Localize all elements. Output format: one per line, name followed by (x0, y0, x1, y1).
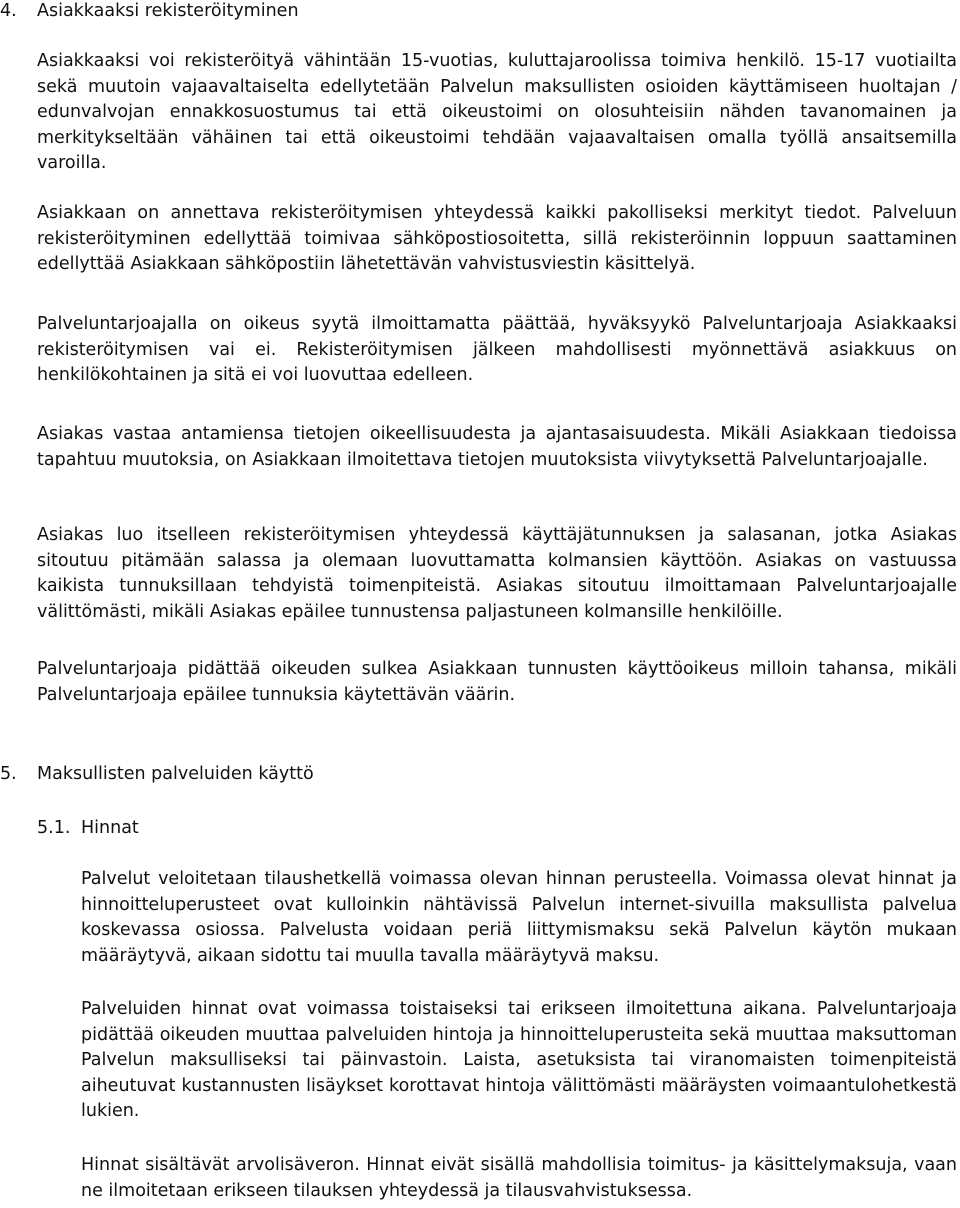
subsection-5-1-paragraph-2: Palveluiden hinnat ovat voimassa toistaiseksi tai erikseen ilmoitettuna aikana. Palveluntarjoaja pidättää oikeuden muuttaa palveluiden hintoja ja hinnoitteluperusteita sekä muuttaa maksuttoman Palvelun maksulliseksi tai päinvastoin. Laista, asetuksista tai viranomaisten toimenpiteistä aiheutuvat kustannusten lisäykset korottavat hintoja välittömästi määräysten voimaantulohetkestä lukien. (81, 999, 957, 1121)
section-4-paragraph-1: Asiakkaaksi voi rekisteröityä vähintään 15-vuotias, kuluttajaroolissa toimiva henkilö. 15-17 vuotiailta sekä muutoin vajaavaltaiselta edellytetään Palvelun maksullisten osioiden käyttämiseen huoltajan / edunvalvojan ennakkosuostumus tai että oikeustoimi on olosuhteisiin nähden tavanomainen ja merkitykseltään vähäinen tai että oikeustoimi tehdään vajaavaltaisen omalla työllä ansaitsemilla varoilla. (37, 51, 957, 173)
section-4-heading (0, 0, 299, 24)
section-4-title: Asiakkaaksi rekisteröityminen (37, 1, 299, 21)
subsection-5-1-heading (37, 815, 139, 841)
section-4-number: 4. (0, 1, 17, 21)
subsection-5-1-title: Hinnat (81, 818, 139, 838)
section-4-paragraph-2: Asiakkaan on annettava rekisteröitymisen yhteydessä kaikki pakolliseksi merkityt tiedot. Palveluun rekisteröityminen edellyttää toimivaa sähköpostiosoitetta, sillä rekisteröinnin loppuun saattaminen edellyttää Asiakkaan sähköpostiin lähetettävän vahvistusviestin käsittelyä. (37, 203, 957, 274)
section-4-paragraph-4: Asiakas vastaa antamiensa tietojen oikeellisuudesta ja ajantasaisuudesta. Mikäli Asiakkaan tiedoissa tapahtuu muutoksia, on Asiakkaan ilmoitettava tietojen muutoksista viivytyksettä Palveluntarjoajalle. (37, 424, 957, 470)
section-4-paragraph-5: Asiakas luo itselleen rekisteröitymisen yhteydessä käyttäjätunnuksen ja salasanan, jotka Asiakas sitoutuu pitämään salassa ja olemaan luovuttamatta kolmansien käyttöön. Asiakas on vastuussa kaikista tunnuksillaan tehdyistä toimenpiteistä. Asiakas sitoutuu ilmoittamaan Palveluntarjoajalle välittömästi, mikäli Asiakas epäilee tunnustensa paljastuneen kolmansille henkilöille. (37, 525, 957, 622)
section-4-paragraph-6: Palveluntarjoaja pidättää oikeuden sulkea Asiakkaan tunnusten käyttöoikeus milloin tahansa, mikäli Palveluntarjoaja epäilee tunnuksia käytettävän väärin. (37, 659, 957, 705)
section-5-number: 5. (0, 764, 17, 784)
section-4-paragraph-3: Palveluntarjoajalla on oikeus syytä ilmoittamatta päättää, hyväksyykö Palveluntarjoaja Asiakkaaksi rekisteröitymisen vai ei. Rekisteröitymisen jälkeen mahdollisesti myönnettävä asiakkuus on henkilökohtainen ja sitä ei voi luovuttaa edelleen. (37, 314, 957, 385)
section-5-heading (0, 761, 314, 787)
section-5-title: Maksullisten palveluiden käyttö (37, 764, 314, 784)
subsection-5-1-number: 5.1. (37, 818, 71, 838)
subsection-5-1-paragraph-3: Hinnat sisältävät arvolisäveron. Hinnat eivät sisällä mahdollisia toimitus- ja käsittelymaksuja, vaan ne ilmoitetaan erikseen tilauksen yhteydessä ja tilausvahvistuksessa. (81, 1155, 957, 1201)
subsection-5-1-paragraph-1: Palvelut veloitetaan tilaushetkellä voimassa olevan hinnan perusteella. Voimassa olevat hinnat ja hinnoitteluperusteet ovat kulloinkin nähtävissä Palvelun internet-sivuilla maksullista palvelua koskevassa osiossa. Palvelusta voidaan periä liittymismaksu sekä Palvelun käytön mukaan määräytyvä, aikaan sidottu tai muulla tavalla määräytyvä maksu. (81, 869, 957, 966)
